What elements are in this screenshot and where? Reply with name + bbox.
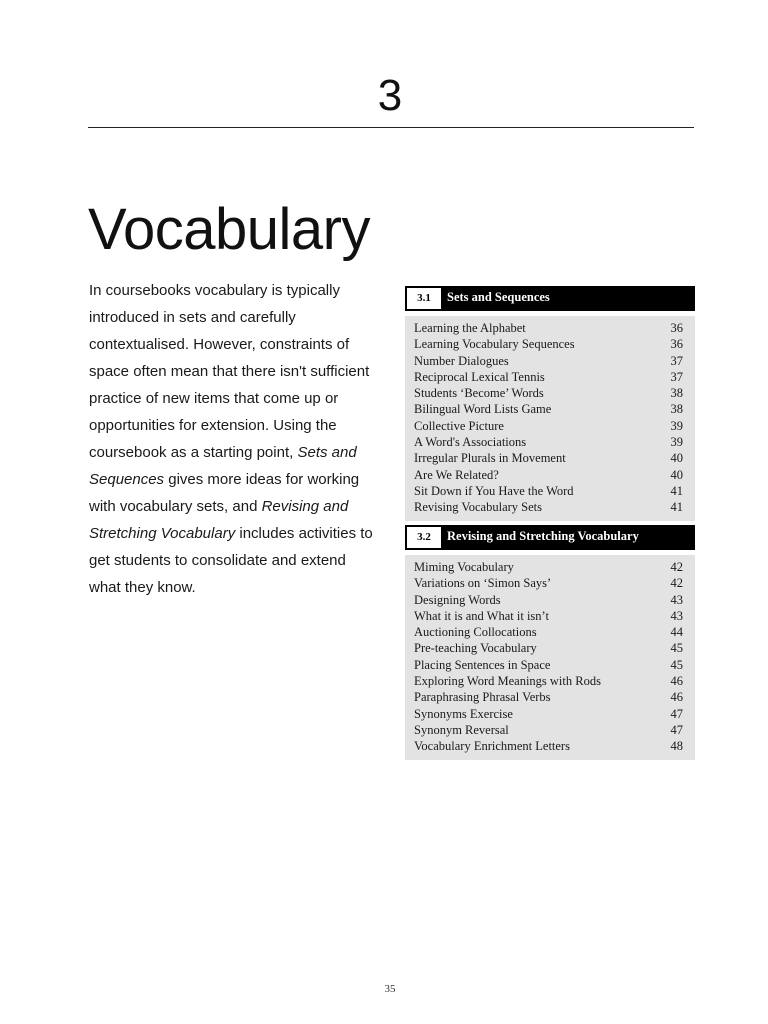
toc-entry-title: Synonym Reversal bbox=[414, 722, 509, 737]
toc-entry-page: 42 bbox=[670, 576, 683, 591]
toc-entry-title: Revising Vocabulary Sets bbox=[414, 500, 543, 515]
intro-paragraph bbox=[89, 277, 379, 601]
toc-entry-page: 39 bbox=[670, 435, 683, 450]
toc-entry-title: A Word's Associations bbox=[414, 435, 527, 450]
toc-entry-page: 47 bbox=[670, 706, 683, 721]
toc-entry-page: 45 bbox=[670, 657, 683, 672]
toc-entry-page: 37 bbox=[670, 353, 683, 368]
toc-entry bbox=[414, 592, 685, 608]
toc-entry-page: 45 bbox=[670, 641, 683, 656]
toc-entry bbox=[414, 722, 685, 738]
toc-entry bbox=[414, 434, 685, 450]
toc-entry bbox=[414, 706, 685, 722]
toc-entry-title: Are We Related? bbox=[414, 467, 499, 482]
toc-entry-title: Vocabulary Enrichment Letters bbox=[414, 739, 570, 754]
toc-entry bbox=[414, 369, 685, 385]
toc-entry-title: Miming Vocabulary bbox=[414, 560, 514, 574]
toc-entry bbox=[414, 336, 685, 352]
toc-entry-page: 41 bbox=[670, 500, 683, 515]
chapter-number: 3 bbox=[377, 71, 403, 120]
toc-entry bbox=[414, 483, 685, 499]
toc-entry-title: Paraphrasing Phrasal Verbs bbox=[414, 690, 551, 705]
toc-entry bbox=[414, 401, 685, 417]
toc-entry-list bbox=[405, 316, 695, 521]
toc-entry-title: Auctioning Collocations bbox=[414, 625, 537, 640]
toc-entry bbox=[414, 575, 685, 591]
toc-entry-page: 38 bbox=[670, 402, 683, 417]
toc-entry-page: 47 bbox=[670, 722, 683, 737]
toc-section-header bbox=[405, 286, 695, 311]
toc-entry-title: Collective Picture bbox=[414, 418, 504, 433]
toc-entry bbox=[414, 689, 685, 705]
toc-section-title: Sets and Sequences bbox=[447, 290, 550, 304]
intro-text-1: In coursebooks vocabulary is typically introduced in sets and carefully contextualised. However, constraints of space often mean that there isn't sufficient practice of new items that come up or opportunities for extension. Using the coursebook as a starting point, bbox=[89, 282, 370, 461]
intro-text-3: includes activities to get students to consolidate and extend what they know. bbox=[89, 525, 373, 596]
toc-entry-title: Variations on ‘Simon Says’ bbox=[414, 576, 552, 591]
toc-entry-title: What it is and What it isn’t bbox=[414, 608, 549, 623]
toc-entry-page: 37 bbox=[670, 369, 683, 384]
toc-entry bbox=[414, 657, 685, 673]
chapter-title: Vocabulary bbox=[88, 197, 370, 262]
toc-entry-page: 36 bbox=[670, 321, 683, 335]
toc-section-number: 3.1 bbox=[407, 288, 441, 309]
toc-entry bbox=[414, 418, 685, 434]
toc-entry-page: 38 bbox=[670, 386, 683, 401]
toc-entry bbox=[414, 320, 685, 336]
toc-entry-title: Placing Sentences in Space bbox=[414, 657, 551, 672]
toc-entry bbox=[414, 608, 685, 624]
toc-entry-page: 42 bbox=[670, 560, 683, 574]
toc-entry-title: Learning the Alphabet bbox=[414, 321, 526, 335]
toc-entry bbox=[414, 467, 685, 483]
toc-entry-page: 36 bbox=[670, 337, 683, 352]
toc-entry-title: Bilingual Word Lists Game bbox=[414, 402, 552, 417]
toc-entry-page: 39 bbox=[670, 418, 683, 433]
toc-entry bbox=[414, 640, 685, 656]
toc-entry bbox=[414, 673, 685, 689]
toc-section-sets-and-sequences bbox=[405, 286, 695, 521]
chapter-divider bbox=[88, 127, 694, 128]
toc-entry-title: Synonyms Exercise bbox=[414, 706, 513, 721]
toc-entry-page: 43 bbox=[670, 608, 683, 623]
toc-entry bbox=[414, 499, 685, 515]
toc-entry-title: Reciprocal Lexical Tennis bbox=[414, 369, 545, 384]
intro-emphasis-sets-and-sequences: Sets and Sequences bbox=[89, 444, 357, 488]
toc-entry bbox=[414, 385, 685, 401]
toc-entry-title: Students ‘Become’ Words bbox=[414, 386, 544, 401]
toc-entry-page: 46 bbox=[670, 674, 683, 689]
toc-entry-page: 46 bbox=[670, 690, 683, 705]
toc-entry-title: Number Dialogues bbox=[414, 353, 509, 368]
toc-section-number: 3.2 bbox=[407, 527, 441, 548]
toc-entry-page: 40 bbox=[670, 467, 683, 482]
toc-entry-list bbox=[405, 555, 695, 760]
toc-section-header bbox=[405, 525, 695, 550]
toc-entry-title: Irregular Plurals in Movement bbox=[414, 451, 566, 466]
toc-entry-page: 40 bbox=[670, 451, 683, 466]
toc-entry-title: Learning Vocabulary Sequences bbox=[414, 337, 575, 352]
toc-entry-page: 48 bbox=[670, 739, 683, 754]
page-number: 35 bbox=[384, 983, 396, 995]
toc-entry-page: 44 bbox=[670, 625, 683, 640]
toc-entry bbox=[414, 559, 685, 575]
toc-section-title: Revising and Stretching Vocabulary bbox=[447, 529, 639, 543]
toc-entry-title: Exploring Word Meanings with Rods bbox=[414, 674, 601, 689]
toc-entry bbox=[414, 738, 685, 754]
toc-entry bbox=[414, 353, 685, 369]
toc-entry-title: Designing Words bbox=[414, 592, 501, 607]
intro-emphasis-revising-and-stretching: Revising and Stretching Vocabulary bbox=[89, 498, 349, 542]
toc-entry bbox=[414, 624, 685, 640]
toc-entry-title: Pre-teaching Vocabulary bbox=[414, 641, 537, 656]
toc-entry bbox=[414, 450, 685, 466]
toc-section-revising-and-stretching bbox=[405, 525, 695, 760]
intro-text-2: gives more ideas for working with vocabulary sets, and bbox=[89, 471, 360, 515]
toc-entry-page: 41 bbox=[670, 483, 683, 498]
toc-entry-page: 43 bbox=[670, 592, 683, 607]
toc-entry-title: Sit Down if You Have the Word bbox=[414, 483, 574, 498]
